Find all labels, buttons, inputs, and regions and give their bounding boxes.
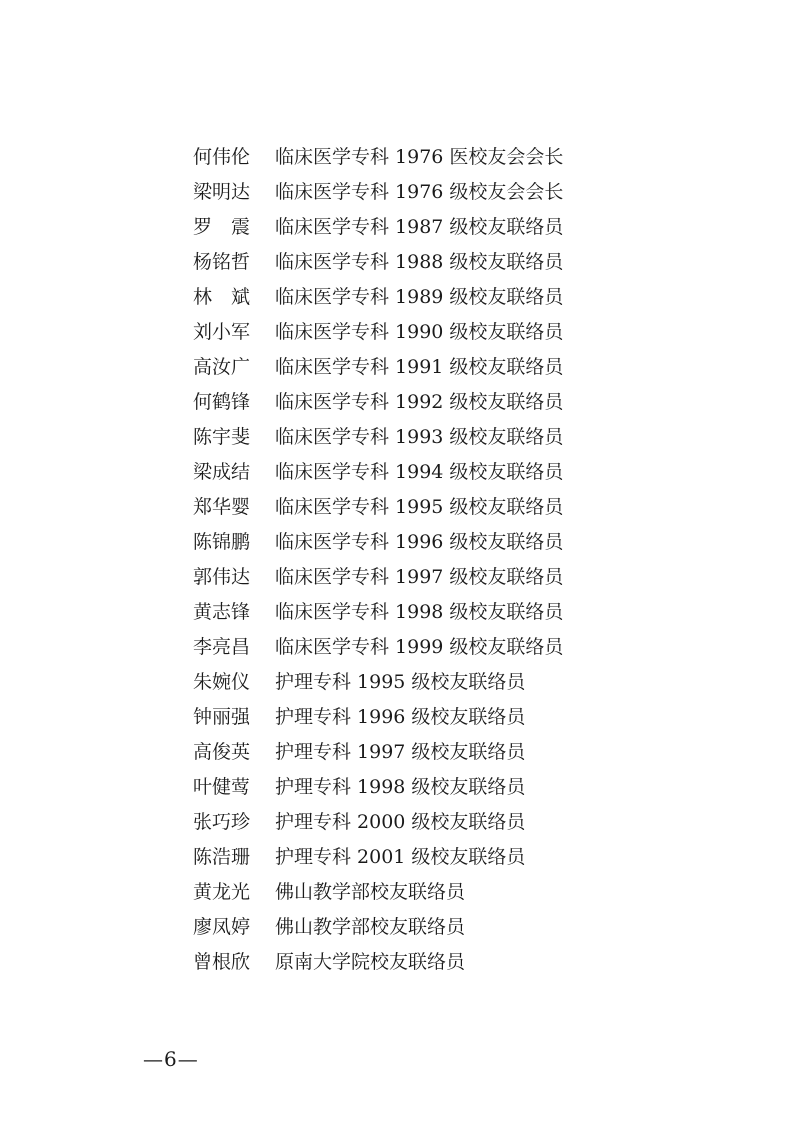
person-role: 护理专科 1998 级校友联络员 [275, 776, 526, 798]
alumni-contact-list [193, 140, 613, 980]
person-name: 曾根欣 [193, 951, 251, 973]
person-role: 临床医学专科 1991 级校友联络员 [275, 356, 564, 378]
person-name: 郭伟达 [193, 566, 251, 588]
person-role: 佛山教学部校友联络员 [275, 916, 466, 938]
person-role: 临床医学专科 1995 级校友联络员 [275, 496, 564, 518]
list-item [193, 490, 613, 525]
person-name: 何伟伦 [193, 146, 251, 168]
person-name: 李亮昌 [193, 636, 251, 658]
person-name: 杨铭哲 [193, 251, 251, 273]
person-name: 罗 震 [193, 216, 251, 238]
person-role: 护理专科 1995 级校友联络员 [275, 671, 526, 693]
list-item [193, 770, 613, 805]
person-name: 梁明达 [193, 181, 251, 203]
person-role: 临床医学专科 1998 级校友联络员 [275, 601, 564, 623]
list-item [193, 140, 613, 175]
list-item [193, 420, 613, 455]
person-role: 临床医学专科 1987 级校友联络员 [275, 216, 564, 238]
list-item [193, 350, 613, 385]
person-role: 佛山教学部校友联络员 [275, 881, 466, 903]
person-name: 高汝广 [193, 356, 251, 378]
person-role: 护理专科 1997 级校友联络员 [275, 741, 526, 763]
page-number: —6— [143, 1047, 199, 1071]
list-item [193, 315, 613, 350]
list-item [193, 735, 613, 770]
person-name: 郑华婴 [193, 496, 251, 518]
person-name: 陈锦鹏 [193, 531, 251, 553]
person-name: 陈宇斐 [193, 426, 251, 448]
list-item [193, 525, 613, 560]
person-role: 临床医学专科 1992 级校友联络员 [275, 391, 564, 413]
person-role: 临床医学专科 1990 级校友联络员 [275, 321, 564, 343]
person-name: 梁成结 [193, 461, 251, 483]
person-name: 叶健莺 [193, 776, 251, 798]
list-item [193, 630, 613, 665]
person-name: 廖凤婷 [193, 916, 251, 938]
person-role: 临床医学专科 1988 级校友联络员 [275, 251, 564, 273]
list-item [193, 700, 613, 735]
person-role: 临床医学专科 1997 级校友联络员 [275, 566, 564, 588]
person-role: 原南大学院校友联络员 [275, 951, 466, 973]
list-item [193, 875, 613, 910]
list-item [193, 455, 613, 490]
list-item [193, 560, 613, 595]
person-name: 钟丽强 [193, 706, 251, 728]
person-role: 临床医学专科 1976 级校友会会长 [275, 181, 564, 203]
person-role: 临床医学专科 1994 级校友联络员 [275, 461, 564, 483]
person-name: 何鹤锋 [193, 391, 251, 413]
person-name: 刘小军 [193, 321, 251, 343]
person-role: 护理专科 2001 级校友联络员 [275, 846, 526, 868]
list-item [193, 210, 613, 245]
person-name: 黄龙光 [193, 881, 251, 903]
person-name: 张巧珍 [193, 811, 251, 833]
person-role: 临床医学专科 1999 级校友联络员 [275, 636, 564, 658]
person-name: 陈浩珊 [193, 846, 251, 868]
list-item [193, 245, 613, 280]
person-role: 临床医学专科 1976 医校友会会长 [275, 146, 564, 168]
person-name: 高俊英 [193, 741, 251, 763]
person-role: 护理专科 1996 级校友联络员 [275, 706, 526, 728]
person-role: 临床医学专科 1993 级校友联络员 [275, 426, 564, 448]
person-role: 临床医学专科 1989 级校友联络员 [275, 286, 564, 308]
list-item [193, 175, 613, 210]
list-item [193, 910, 613, 945]
list-item [193, 840, 613, 875]
list-item [193, 280, 613, 315]
list-item [193, 595, 613, 630]
person-name: 林 斌 [193, 286, 251, 308]
person-name: 黄志锋 [193, 601, 251, 623]
person-name: 朱婉仪 [193, 671, 251, 693]
list-item [193, 385, 613, 420]
list-item [193, 665, 613, 700]
person-role: 护理专科 2000 级校友联络员 [275, 811, 526, 833]
list-item [193, 805, 613, 840]
list-item [193, 945, 613, 980]
person-role: 临床医学专科 1996 级校友联络员 [275, 531, 564, 553]
